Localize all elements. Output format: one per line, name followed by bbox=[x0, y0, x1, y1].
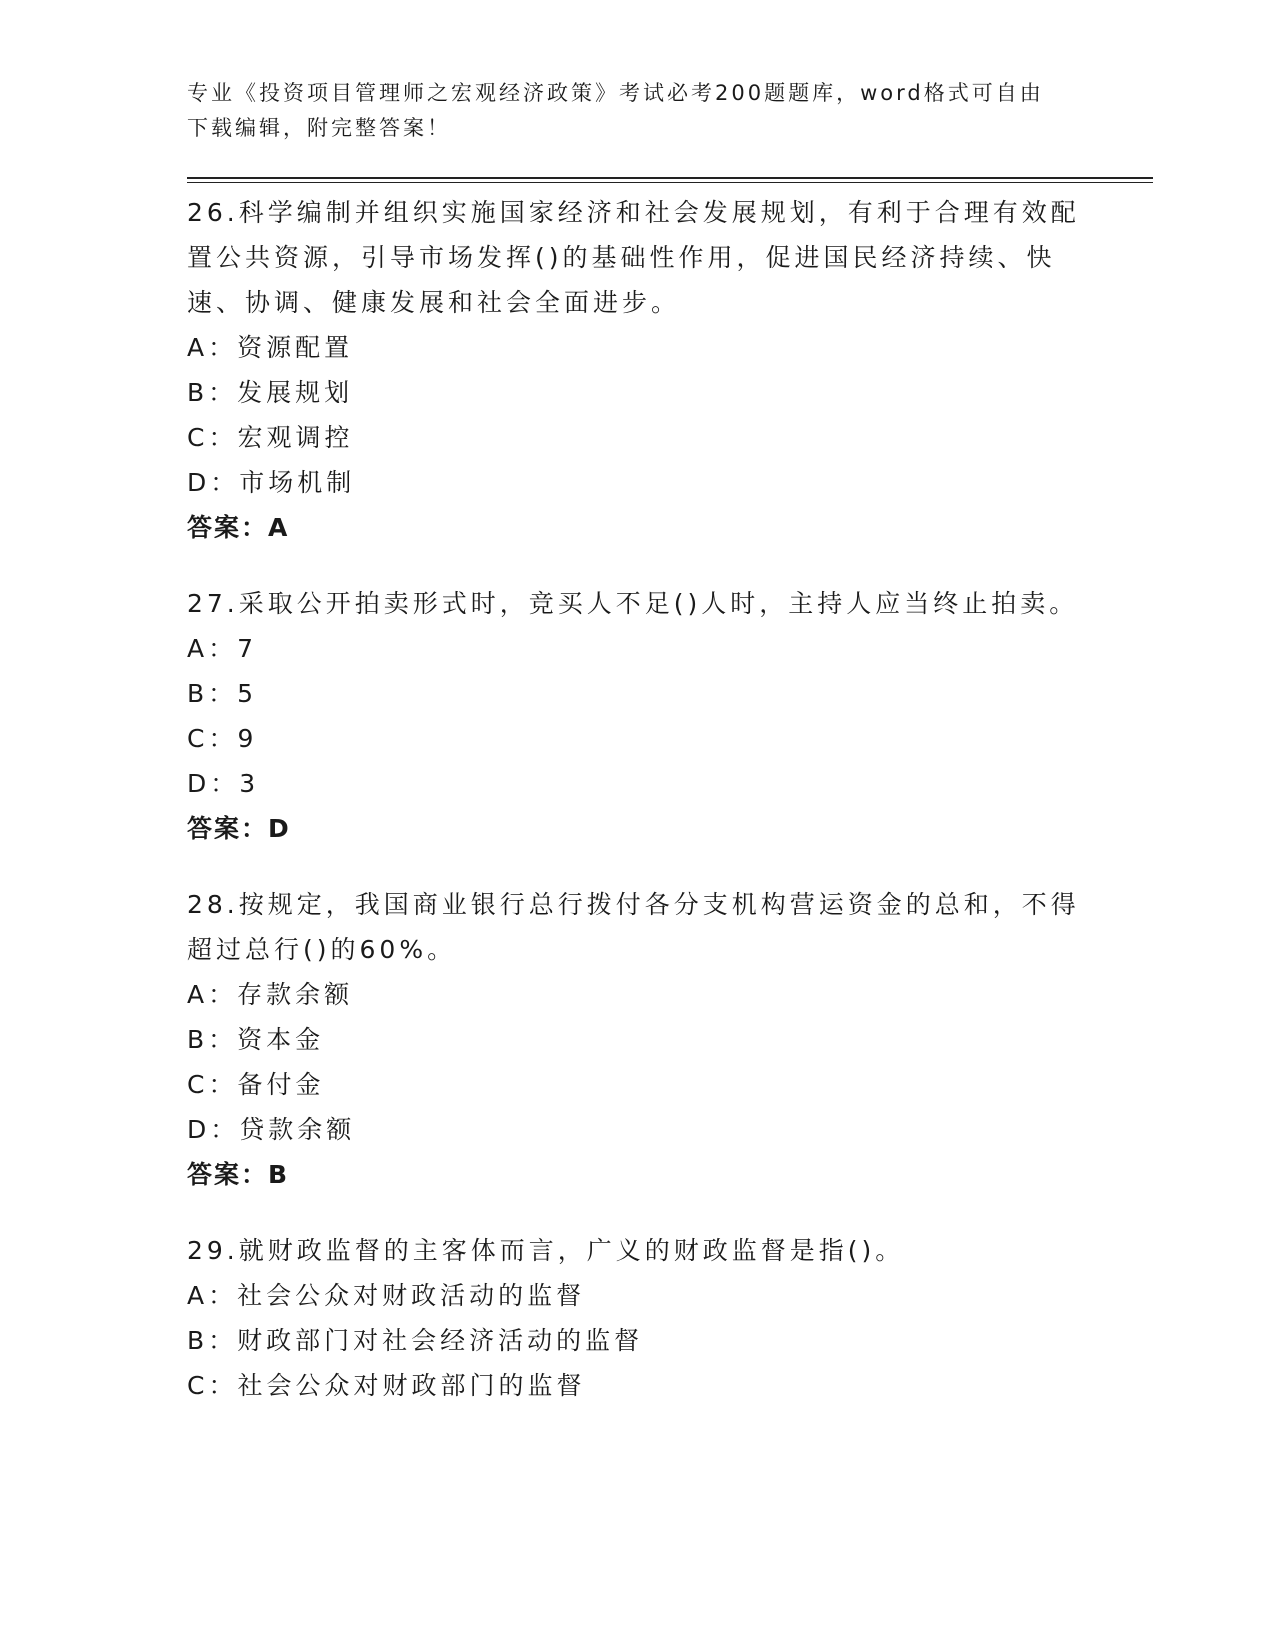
option-a: A：存款余额 bbox=[187, 980, 354, 1009]
option-c: C：宏观调控 bbox=[187, 423, 354, 452]
question-28 bbox=[187, 882, 1087, 1197]
option-a: A：社会公众对财政活动的监督 bbox=[187, 1281, 586, 1310]
question-29 bbox=[187, 1228, 1087, 1408]
option-c: C：备付金 bbox=[187, 1070, 325, 1099]
question-26 bbox=[187, 190, 1087, 550]
answer-line: 答案：A bbox=[187, 513, 290, 542]
answer-line: 答案：B bbox=[187, 1160, 290, 1189]
option-d: D：3 bbox=[187, 769, 260, 798]
question-text: 27.采取公开拍卖形式时，竞买人不足()人时，主持人应当终止拍卖。 bbox=[187, 589, 1079, 618]
option-c: C：社会公众对财政部门的监督 bbox=[187, 1371, 586, 1400]
document-header: 专业《投资项目管理师之宏观经济政策》考试必考200题题库，word格式可自由下载编辑，附完整答案！ bbox=[187, 81, 1044, 140]
question-list bbox=[187, 190, 1087, 1439]
option-d: D：市场机制 bbox=[187, 468, 356, 497]
option-a: A：资源配置 bbox=[187, 333, 354, 362]
option-d: D：贷款余额 bbox=[187, 1115, 356, 1144]
option-b: B：资本金 bbox=[187, 1025, 325, 1054]
option-b: B：5 bbox=[187, 679, 258, 708]
header-divider-thick bbox=[187, 177, 1153, 179]
option-b: B：财政部门对社会经济活动的监督 bbox=[187, 1326, 644, 1355]
header-divider-thin bbox=[187, 182, 1153, 183]
answer-line: 答案：D bbox=[187, 814, 291, 843]
option-a: A：7 bbox=[187, 634, 258, 663]
question-text: 26.科学编制并组织实施国家经济和社会发展规划，有利于合理有效配置公共资源，引导市场发挥()的基础性作用，促进国民经济持续、快速、协调、健康发展和社会全面进步。 bbox=[187, 198, 1080, 317]
question-text: 28.按规定，我国商业银行总行拨付各分支机构营运资金的总和，不得超过总行()的60%。 bbox=[187, 890, 1080, 964]
option-c: C：9 bbox=[187, 724, 258, 753]
option-b: B：发展规划 bbox=[187, 378, 354, 407]
question-text: 29.就财政监督的主客体而言，广义的财政监督是指()。 bbox=[187, 1236, 905, 1265]
question-27 bbox=[187, 581, 1087, 851]
